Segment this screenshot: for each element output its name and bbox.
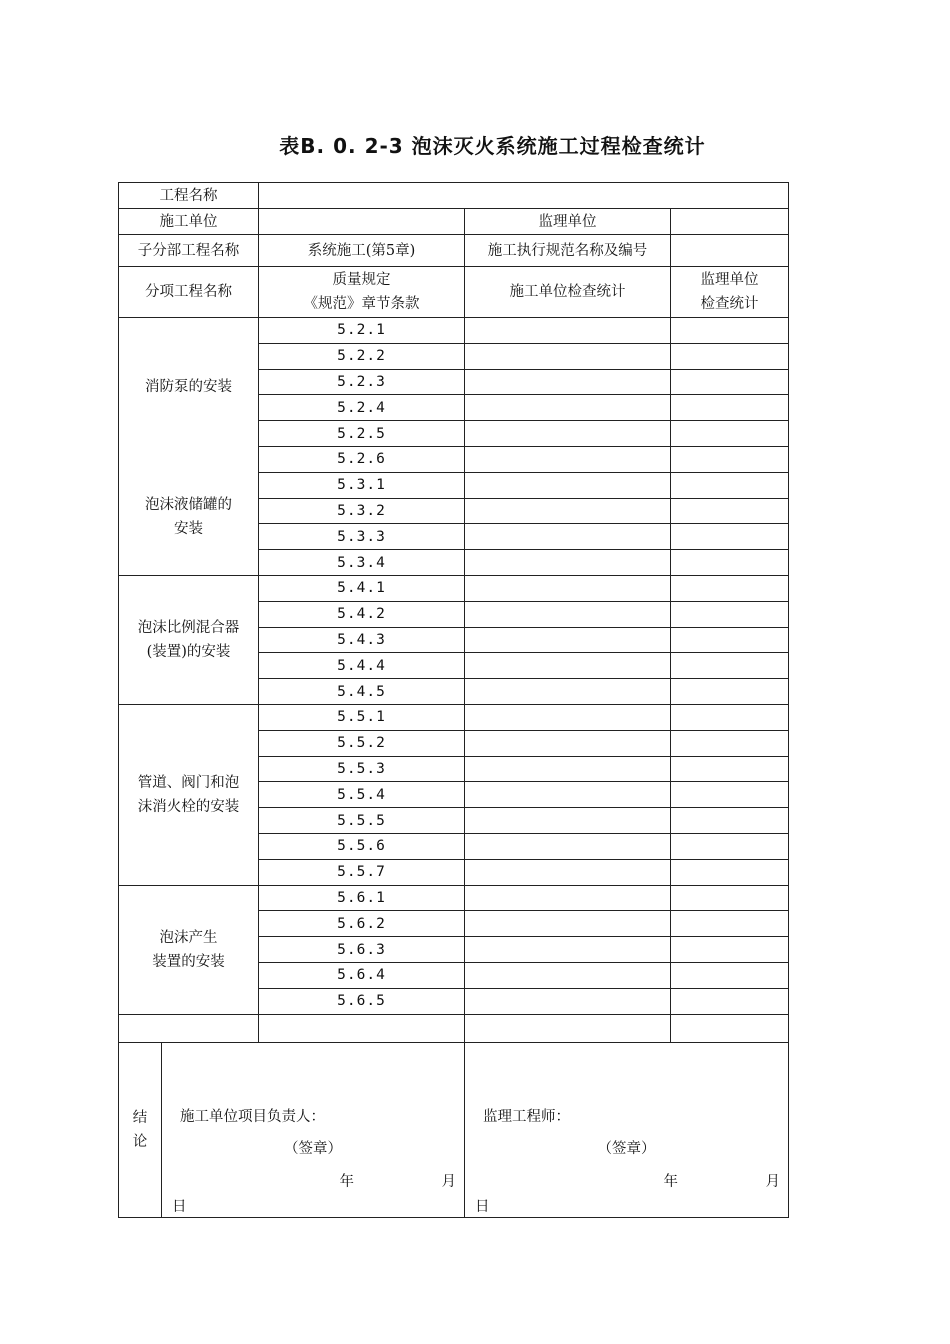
construction-stats-cell[interactable]: [465, 937, 671, 963]
supervision-stats-cell[interactable]: [671, 962, 789, 988]
supervision-stats-cell[interactable]: [671, 937, 789, 963]
conclusion-label-char-1: 结: [132, 1109, 148, 1126]
item-group-label-line: 管道、阀门和泡: [137, 774, 240, 791]
conclusion-row: [119, 1042, 789, 1217]
page-title: 表B. 0. 2-3 泡沫灭火系统施工过程检查统计: [279, 134, 706, 158]
construction-stats-cell[interactable]: [465, 318, 671, 344]
construction-stats-cell[interactable]: [465, 653, 671, 679]
year-label: 年: [339, 1173, 354, 1190]
supervision-stats-cell[interactable]: [671, 343, 789, 369]
construction-stats-cell[interactable]: [465, 833, 671, 859]
blank-cell[interactable]: [259, 1014, 465, 1042]
supervision-signature-block[interactable]: [465, 1042, 789, 1217]
construction-stats-cell[interactable]: [465, 730, 671, 756]
project-name-label: 工程名称: [119, 183, 259, 209]
project-name-field[interactable]: [259, 183, 789, 209]
construction-stats-cell[interactable]: [465, 988, 671, 1014]
item-group-name: [119, 704, 259, 885]
construction-signature-block[interactable]: [162, 1042, 465, 1217]
clause-number: 5.4.5: [259, 679, 465, 705]
clause-number: 5.2.4: [259, 395, 465, 421]
item-group-name: [119, 885, 259, 1014]
spec-name-label: 施工执行规范名称及编号: [465, 235, 671, 267]
construction-stats-cell[interactable]: [465, 808, 671, 834]
item-group-label-line: 安装: [174, 521, 203, 538]
item-group-label-line: 泡沫液储罐的: [145, 497, 232, 514]
conclusion-label-char-2: 论: [132, 1133, 148, 1150]
clause-number: 5.5.4: [259, 782, 465, 808]
construction-stats-cell[interactable]: [465, 859, 671, 885]
blank-cell[interactable]: [465, 1014, 671, 1042]
construction-stats-cell[interactable]: [465, 446, 671, 472]
item-group-name: [119, 575, 259, 704]
day-label: 日: [475, 1198, 490, 1215]
construction-stats-cell[interactable]: [465, 679, 671, 705]
clause-number: 5.4.2: [259, 601, 465, 627]
clause-number: 5.5.3: [259, 756, 465, 782]
clause-number: 5.4.3: [259, 627, 465, 653]
item-group-label: [119, 493, 258, 541]
day-label: 日: [172, 1198, 187, 1215]
supervision-stats-cell[interactable]: [671, 550, 789, 576]
construction-stats-cell[interactable]: [465, 550, 671, 576]
table-row: [119, 704, 789, 730]
clause-number: 5.4.1: [259, 575, 465, 601]
supervision-stats-cell[interactable]: [671, 808, 789, 834]
clause-header-line-1: 质量规定: [332, 272, 391, 288]
construction-stats-cell[interactable]: [465, 704, 671, 730]
construction-stats-cell[interactable]: [465, 472, 671, 498]
clause-number: 5.2.3: [259, 369, 465, 395]
supervision-stats-cell[interactable]: [671, 988, 789, 1014]
item-group-label-line: 消防泵的安装: [145, 378, 232, 395]
month-label: 月: [441, 1173, 456, 1190]
blank-cell[interactable]: [119, 1014, 259, 1042]
year-label: 年: [663, 1173, 679, 1190]
supervision-stats-cell[interactable]: [671, 911, 789, 937]
construction-unit-label: 施工单位: [119, 209, 259, 235]
supervision-stats-cell[interactable]: [671, 472, 789, 498]
supervision-stats-header: [671, 267, 789, 318]
item-group-name: [119, 318, 259, 576]
clause-number: 5.5.6: [259, 833, 465, 859]
clause-number: 5.3.1: [259, 472, 465, 498]
blank-row: [119, 1014, 789, 1042]
seal-label: （签章）: [284, 1140, 342, 1157]
supervision-stats-cell[interactable]: [671, 498, 789, 524]
clause-number: 5.6.1: [259, 885, 465, 911]
clause-number: 5.4.4: [259, 653, 465, 679]
supervision-stats-cell[interactable]: [671, 833, 789, 859]
supervision-stats-cell[interactable]: [671, 446, 789, 472]
supervision-stats-cell[interactable]: [671, 575, 789, 601]
item-group-label: [119, 375, 258, 399]
supervision-stats-cell[interactable]: [671, 421, 789, 447]
sub-project-name-label: 子分部工程名称: [119, 235, 259, 267]
clause-number: 5.6.2: [259, 911, 465, 937]
supervision-stats-cell[interactable]: [671, 730, 789, 756]
supervision-stats-cell[interactable]: [671, 679, 789, 705]
clause-number: 5.6.5: [259, 988, 465, 1014]
clause-number: 5.5.7: [259, 859, 465, 885]
supervision-unit-field[interactable]: [671, 209, 789, 235]
month-label: 月: [765, 1173, 781, 1190]
supervision-stats-cell[interactable]: [671, 601, 789, 627]
table-row: [119, 318, 789, 344]
item-group-label-line: 沫消火栓的安装: [137, 798, 240, 815]
construction-stats-cell[interactable]: [465, 498, 671, 524]
clause-header: [259, 267, 465, 318]
spec-name-field[interactable]: [671, 235, 789, 267]
supervision-stats-header-line-1: 监理单位: [700, 272, 759, 288]
supervision-stats-cell[interactable]: [671, 704, 789, 730]
construction-stats-header: 施工单位检查统计: [465, 267, 671, 318]
clause-number: 5.3.4: [259, 550, 465, 576]
table-row: [119, 575, 789, 601]
construction-signer-label: 施工单位项目负责人：: [180, 1108, 325, 1125]
construction-stats-cell[interactable]: [465, 782, 671, 808]
supervision-stats-cell[interactable]: [671, 318, 789, 344]
clause-number: 5.6.3: [259, 937, 465, 963]
supervision-stats-cell[interactable]: [671, 369, 789, 395]
clause-number: 5.2.1: [259, 318, 465, 344]
clause-number: 5.5.5: [259, 808, 465, 834]
item-group-label-line: 装置的安装: [152, 953, 225, 970]
blank-cell[interactable]: [671, 1014, 789, 1042]
construction-stats-cell[interactable]: [465, 911, 671, 937]
clause-number: 5.2.2: [259, 343, 465, 369]
supervision-stats-cell[interactable]: [671, 885, 789, 911]
clause-header-line-2: 《规范》章节条款: [303, 296, 420, 312]
clause-number: 5.2.6: [259, 446, 465, 472]
construction-stats-cell[interactable]: [465, 601, 671, 627]
supervision-unit-label: 监理单位: [465, 209, 671, 235]
construction-stats-cell[interactable]: [465, 627, 671, 653]
supervision-stats-cell[interactable]: [671, 627, 789, 653]
construction-stats-cell[interactable]: [465, 421, 671, 447]
construction-stats-cell[interactable]: [465, 575, 671, 601]
construction-stats-cell[interactable]: [465, 343, 671, 369]
clause-number: 5.5.1: [259, 704, 465, 730]
clause-number: 5.5.2: [259, 730, 465, 756]
item-group-label-line: 泡沫比例混合器: [137, 619, 240, 636]
construction-stats-cell[interactable]: [465, 756, 671, 782]
supervision-stats-cell[interactable]: [671, 859, 789, 885]
supervision-stats-cell[interactable]: [671, 782, 789, 808]
seal-label: （签章）: [597, 1140, 656, 1157]
sub-project-name-value: 系统施工(第5章): [259, 235, 465, 267]
item-group-label-line: 泡沫产生: [159, 929, 218, 946]
supervision-stats-cell[interactable]: [671, 756, 789, 782]
clause-number: 5.3.2: [259, 498, 465, 524]
item-name-header: 分项工程名称: [119, 267, 259, 318]
construction-unit-field[interactable]: [259, 209, 465, 235]
construction-stats-cell[interactable]: [465, 885, 671, 911]
clause-number: 5.2.5: [259, 421, 465, 447]
construction-stats-cell[interactable]: [465, 524, 671, 550]
supervision-stats-cell[interactable]: [671, 395, 789, 421]
supervision-stats-cell[interactable]: [671, 653, 789, 679]
conclusion-label: [119, 1042, 162, 1217]
clause-number: 5.6.4: [259, 962, 465, 988]
supervision-stats-header-line-2: 检查统计: [700, 296, 759, 312]
clause-number: 5.3.3: [259, 524, 465, 550]
construction-stats-cell[interactable]: [465, 395, 671, 421]
table-row: [119, 885, 789, 911]
inspection-table: [118, 182, 789, 1218]
item-group-label-line: (装置)的安装: [146, 643, 231, 660]
construction-stats-cell[interactable]: [465, 369, 671, 395]
supervision-stats-cell[interactable]: [671, 524, 789, 550]
supervision-signer-label: 监理工程师：: [483, 1108, 570, 1125]
construction-stats-cell[interactable]: [465, 962, 671, 988]
